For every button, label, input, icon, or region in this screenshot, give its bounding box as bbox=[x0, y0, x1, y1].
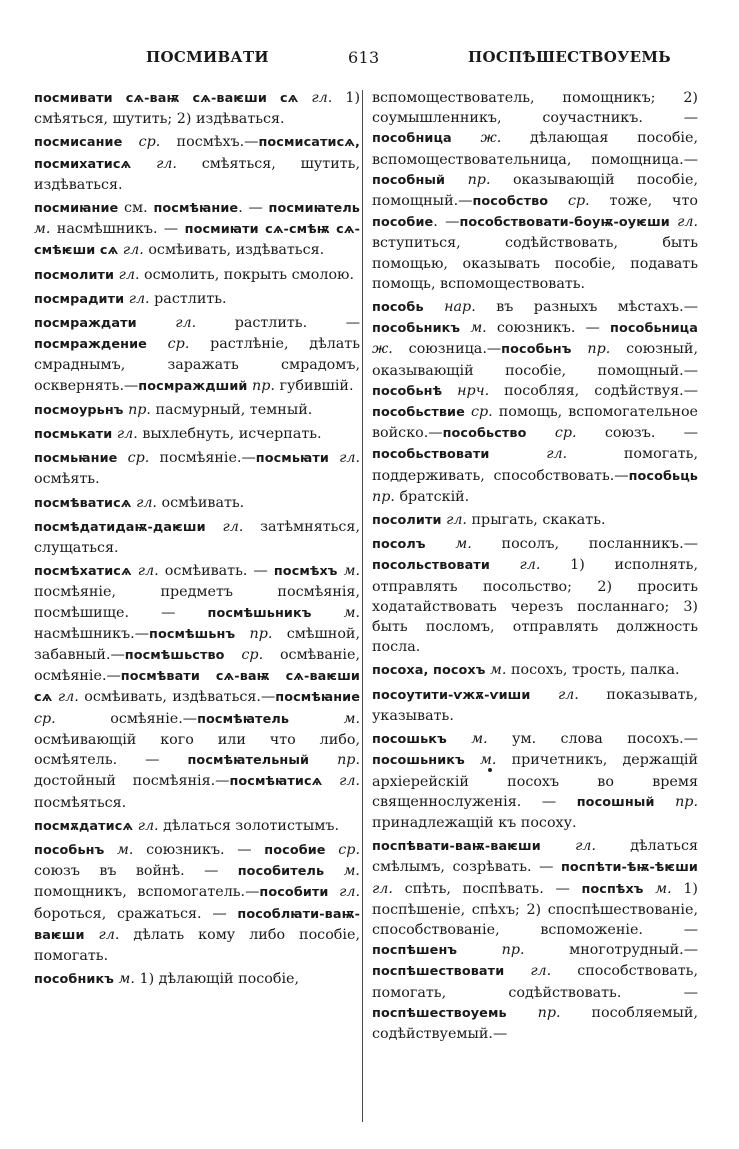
dictionary-entry bbox=[372, 297, 698, 507]
header-right-headword: ПОСПѢШЕСТВОУЕМЬ bbox=[468, 48, 671, 66]
headword: посмраждати bbox=[34, 316, 137, 332]
grammar-label: м. bbox=[425, 536, 472, 553]
headword: пособьствие bbox=[372, 405, 465, 421]
definition-text: въ разныхъ мѣстахъ.— bbox=[475, 299, 698, 316]
definition-text: осмѣивать. bbox=[156, 494, 245, 511]
definition-text: достойный посмѣянія.— bbox=[34, 773, 230, 790]
definition-text: растлѣніе, дѣлать смраднымъ, заражать смрадомъ, осквернять.— bbox=[34, 336, 360, 394]
dictionary-entry bbox=[34, 313, 360, 397]
headword: пособие bbox=[264, 842, 326, 858]
headword: посмѣвати сѧ-ваѭ сѧ-ваѥши сѧ bbox=[34, 669, 360, 706]
grammar-label: гл. bbox=[322, 773, 360, 790]
headword: посолъ bbox=[372, 537, 426, 553]
definition-text: посолъ, посланникъ.— bbox=[471, 536, 698, 553]
dictionary-entry bbox=[34, 289, 360, 310]
grammar-label: м. bbox=[446, 731, 488, 748]
grammar-label: гл. bbox=[84, 926, 120, 943]
headword: посмраждший bbox=[138, 378, 248, 394]
grammar-label: ср. bbox=[325, 841, 360, 858]
column-divider bbox=[362, 90, 363, 1122]
definition-text: 1) исполнять, отправлять посольство; 2) просить ходатайствовать черезъ посланнаго; 3) быть посломъ, отправлять должность посла. bbox=[372, 557, 698, 656]
headword: посмисатисѧ, посмихатисѧ bbox=[34, 135, 360, 172]
definition-text: посмѣяніе.— bbox=[149, 450, 256, 467]
grammar-label: гл. bbox=[504, 963, 552, 980]
headword: пособница bbox=[372, 131, 452, 147]
grammar-label: м. bbox=[311, 604, 360, 621]
grammar-label: м. bbox=[34, 221, 51, 238]
definition-text: смѣяться, шутить, издѣваться. bbox=[34, 155, 360, 193]
headword: пособьнѣ bbox=[372, 383, 443, 399]
headword: посольствовати bbox=[372, 558, 490, 574]
dictionary-entry bbox=[34, 198, 360, 262]
dictionary-entry bbox=[372, 510, 698, 531]
headword: пособьникъ bbox=[372, 321, 461, 337]
definition-text: вступиться, содѣйствовать, быть помощью, оказывать пособіе, подавать помощь, вспомоществовать. bbox=[372, 235, 698, 292]
grammar-label: ср. bbox=[34, 710, 56, 727]
headword: посмолити bbox=[34, 267, 115, 283]
definition-text: посмѣяться. bbox=[34, 794, 127, 811]
definition-text: пособляемый, содѣйствуемый.— bbox=[372, 1004, 698, 1042]
definition-text: 1) смѣяться, шутить; 2) издѣваться. bbox=[34, 90, 361, 128]
dictionary-entry bbox=[372, 660, 698, 681]
definition-text: принадлежащій къ посоху. bbox=[372, 814, 577, 831]
headword: посмѣхъ bbox=[273, 564, 338, 580]
definition-text: осмолить, покрыть смолою. bbox=[139, 266, 355, 283]
headword: посмоурьнъ bbox=[34, 402, 124, 418]
headword: посмькати bbox=[34, 427, 113, 443]
definition-text: ум. слова посохъ.— bbox=[487, 731, 698, 748]
dictionary-entry bbox=[34, 561, 360, 812]
definition-text: см. bbox=[118, 200, 154, 217]
grammar-label: гл. bbox=[441, 512, 467, 529]
definition-text: дѣлать кому либо пособіе, помогать. bbox=[34, 926, 360, 964]
dictionary-entry bbox=[34, 840, 360, 966]
definition-text: союзникъ. — bbox=[133, 841, 265, 858]
headword: пособьнъ bbox=[34, 842, 105, 858]
stray-dot-mark bbox=[488, 768, 492, 772]
definition-text: насмѣшникъ.— bbox=[34, 625, 150, 642]
headword: посмѣшьство bbox=[124, 648, 225, 664]
grammar-label: ж. bbox=[451, 130, 502, 147]
definition-text: союзъ. — bbox=[576, 425, 698, 442]
grammar-label: ср. bbox=[224, 647, 264, 664]
headword: пособь bbox=[372, 300, 424, 316]
definition-text: союзный, оказывающій пособіе, помощный.— bbox=[372, 341, 698, 379]
definition-text: насмѣшникъ. — bbox=[50, 221, 185, 238]
grammar-label: гл. bbox=[372, 880, 393, 897]
grammar-label: гл. bbox=[131, 563, 159, 580]
definition-text: затѣмняться, слущаться. bbox=[34, 518, 360, 557]
grammar-label: нар. bbox=[423, 299, 476, 316]
definition-text: 1) поспѣшеніе, спѣхъ; 2) споспѣшествованіе, способствованіе, вспоможеніе. — bbox=[372, 880, 698, 938]
definition-text: причетникъ, держащій архіерейскій посохъ во время священнослуженія. — bbox=[372, 752, 698, 810]
headword: посмисание bbox=[34, 135, 123, 151]
grammar-label: м. bbox=[289, 710, 360, 727]
grammar-label: м. bbox=[337, 563, 360, 580]
definition-text: дѣлаться смѣлымъ, созрѣвать. — bbox=[372, 838, 698, 876]
headword: посмѣшьникъ bbox=[207, 605, 312, 621]
dictionary-entry bbox=[34, 400, 360, 421]
headword: посмѣшьнъ bbox=[149, 626, 236, 642]
definition-text: осмѣивать. — bbox=[158, 563, 274, 580]
dictionary-entry bbox=[372, 534, 698, 657]
headword: пособьствовати bbox=[372, 447, 490, 463]
dictionary-entry bbox=[372, 836, 698, 1044]
headword: поспѣшенъ bbox=[372, 943, 458, 959]
grammar-label: гл. bbox=[298, 90, 333, 106]
right-column bbox=[372, 88, 698, 1047]
headword: пособьць bbox=[628, 468, 698, 484]
page-header bbox=[36, 48, 704, 72]
grammar-label: ср. bbox=[122, 134, 161, 151]
definition-text: выхлебнуть, исчерпать. bbox=[137, 426, 322, 443]
grammar-label: пр. bbox=[123, 401, 151, 418]
headword: посмѫдатисѧ bbox=[34, 818, 134, 834]
grammar-label: м. bbox=[460, 320, 487, 337]
dictionary-entry bbox=[34, 132, 360, 195]
grammar-label: гл. bbox=[205, 518, 244, 535]
grammar-label: пр. bbox=[506, 1004, 561, 1021]
headword: посмраждение bbox=[34, 337, 147, 353]
headword: посмѣватисѧ bbox=[34, 495, 132, 511]
headword: пособьнъ bbox=[501, 342, 572, 358]
headword: пособлꙗти-ваѭ-ваѥши bbox=[34, 906, 360, 943]
definition-text: союзъ въ войнѣ. — bbox=[34, 863, 238, 880]
definition-text: братскій. bbox=[394, 488, 470, 505]
dictionary-entry bbox=[372, 729, 698, 833]
headword: пособити bbox=[259, 885, 329, 901]
grammar-label: ср. bbox=[526, 425, 577, 442]
dictionary-entry bbox=[34, 969, 360, 990]
headword: пособьство bbox=[442, 426, 527, 442]
definition-text: губившій. bbox=[274, 377, 354, 394]
definition-text: пасмурный, темный. bbox=[150, 401, 313, 418]
definition-text: прыгать, скакать. bbox=[466, 512, 606, 529]
definition-text: бороться, сражаться. — bbox=[34, 905, 238, 922]
grammar-label: пр. bbox=[235, 625, 273, 642]
grammar-label: гл. bbox=[328, 450, 361, 467]
grammar-label: гл. bbox=[52, 689, 79, 706]
headword: посмѣꙗние bbox=[153, 201, 239, 217]
headword: посоха, посохъ bbox=[372, 663, 486, 679]
grammar-label: гл. bbox=[530, 686, 579, 703]
dictionary-entry bbox=[372, 685, 698, 726]
definition-text: осмѣваніе, осмѣяніе.— bbox=[34, 647, 360, 685]
headword: поспѣшествоуемь bbox=[372, 1005, 507, 1021]
grammar-label: гл. bbox=[136, 315, 197, 332]
grammar-label: пр. bbox=[247, 377, 275, 394]
headword: посмѣꙗтисѧ bbox=[229, 774, 323, 790]
grammar-label: гл. bbox=[114, 266, 140, 283]
headword: посошькъ bbox=[372, 732, 447, 748]
grammar-label: м. bbox=[643, 880, 672, 897]
headword: посмиꙗти сѧ-смѣѭ сѧ-смѣѥши сѧ bbox=[34, 222, 360, 259]
headword: пособитель bbox=[237, 864, 325, 880]
grammar-label: пр. bbox=[571, 341, 611, 358]
headword: пособствовати-боуѭ-оуѥши bbox=[459, 215, 670, 231]
headword: посмѣꙗтель bbox=[197, 711, 290, 727]
definition-text: союзница.— bbox=[392, 341, 502, 358]
grammar-label: м. bbox=[464, 752, 497, 769]
headword: поспѣти-ѣѭ-ѣѥши bbox=[560, 860, 698, 876]
definition-text: растлить. — bbox=[196, 315, 361, 332]
dictionary-entry bbox=[34, 424, 360, 445]
definition-text: спѣть, поспѣвать. — bbox=[392, 880, 582, 897]
grammar-label: гл. bbox=[133, 817, 159, 834]
grammar-label: гл. bbox=[131, 494, 157, 511]
headword: посолити bbox=[372, 513, 442, 529]
headword: пособникъ bbox=[34, 972, 114, 988]
definition-text: . — bbox=[238, 200, 269, 217]
grammar-label: нрч. bbox=[442, 382, 490, 399]
grammar-label: ср. bbox=[146, 336, 190, 353]
definition-text: союзникъ. — bbox=[486, 320, 611, 337]
grammar-label: ср. bbox=[548, 193, 590, 210]
dictionary-entry bbox=[372, 88, 698, 294]
grammar-label: гл. bbox=[118, 242, 144, 259]
header-left-headword: ПОСМИВАТИ bbox=[146, 48, 269, 66]
definition-text: смѣшной, забавный.— bbox=[34, 625, 361, 664]
headword: посмрадити bbox=[34, 291, 125, 307]
headword: посмѣдатидаѭ-даѥши bbox=[34, 519, 206, 535]
definition-text: способствовать, помогать, содѣйствовать. — bbox=[372, 963, 699, 1001]
dictionary-entry bbox=[34, 517, 360, 558]
definition-text: помогать, поддерживать, способствовать.— bbox=[372, 446, 698, 484]
headword: посмѣхатисѧ bbox=[34, 564, 132, 580]
grammar-label: гл. bbox=[669, 214, 699, 231]
definition-text: осмѣивающій кого или что либо, осмѣятель. — bbox=[34, 731, 360, 769]
grammar-label: м. bbox=[485, 662, 507, 679]
definition-text: помощь, вспомогательное войско.— bbox=[372, 404, 699, 442]
definition-text: посмѣяніе, предметъ посмѣянія, посмѣшище. — bbox=[34, 584, 360, 621]
grammar-label: ж. bbox=[372, 341, 393, 358]
grammar-label: пр. bbox=[654, 793, 698, 810]
dictionary-entry bbox=[34, 816, 360, 837]
headword: посошьникъ bbox=[372, 753, 465, 769]
headword: пособьница bbox=[610, 321, 698, 337]
grammar-label: пр. bbox=[372, 488, 395, 505]
headword: посмьꙗние bbox=[34, 451, 118, 467]
headword: поспѣшествовати bbox=[372, 964, 505, 980]
definition-text: показывать, указывать. bbox=[372, 686, 698, 724]
definition-text: вспомоществователь, помощникъ; 2) соумышленникъ, соучастникъ. — bbox=[372, 90, 698, 127]
grammar-label: ср. bbox=[464, 404, 493, 421]
definition-text: осмѣяніе.— bbox=[55, 710, 198, 727]
definition-text: растлить. bbox=[149, 290, 227, 307]
page-number: 613 bbox=[348, 48, 380, 67]
grammar-label: м. bbox=[104, 841, 134, 858]
definition-text: осмѣивать, издѣваться.— bbox=[78, 689, 276, 706]
definition-text: 1) дѣлающій пособіе, bbox=[134, 971, 300, 988]
headword: пособный bbox=[372, 172, 446, 188]
definition-text: помощникъ, вспомогатель.— bbox=[34, 884, 260, 901]
definition-text: посохъ, трость, палка. bbox=[506, 662, 680, 679]
definition-text: . — bbox=[433, 214, 460, 231]
grammar-label: гл. bbox=[489, 446, 568, 463]
headword: посоутити-ѵжѫ-ѵиши bbox=[372, 687, 531, 703]
grammar-label: гл. bbox=[489, 557, 541, 574]
dictionary-entry bbox=[34, 493, 360, 514]
definition-text: осмѣивать, издѣваться. bbox=[143, 242, 325, 259]
headword: посмѣꙗтельный bbox=[187, 753, 310, 769]
grammar-label: пр. bbox=[457, 942, 525, 959]
left-column bbox=[34, 88, 360, 993]
definition-text: многотрудный.— bbox=[524, 942, 698, 959]
headword: посмиꙗние bbox=[34, 201, 119, 217]
headword: поспѣвати-ваѭ-ваѥши bbox=[372, 839, 541, 855]
headword: посмѣꙗние bbox=[275, 690, 360, 706]
grammar-label: м. bbox=[324, 863, 360, 880]
grammar-label: м. bbox=[113, 971, 135, 988]
definition-text: дѣлающая пособіе, вспомоществовательница, помощница.— bbox=[372, 130, 699, 168]
grammar-label: гл. bbox=[328, 884, 360, 901]
headword: пособие bbox=[372, 215, 434, 231]
definition-text: посмѣхъ.— bbox=[160, 134, 259, 151]
headword: посмьꙗти bbox=[255, 451, 329, 467]
definition-text: пособляя, содѣйствуя.— bbox=[489, 382, 698, 399]
definition-text: оказывающій пособіе, помощный.— bbox=[372, 171, 698, 210]
headword: пособство bbox=[472, 194, 549, 210]
grammar-label: гл. bbox=[131, 155, 177, 172]
dictionary-entry bbox=[34, 265, 360, 286]
headword: посошный bbox=[576, 794, 655, 810]
definition-text: осмѣять. bbox=[34, 471, 100, 488]
grammar-label: пр. bbox=[445, 171, 491, 188]
headword: посмивати сѧ-ваѭ сѧ-ваѥши сѧ bbox=[34, 91, 299, 106]
headword: посмиꙗтель bbox=[268, 201, 360, 217]
dictionary-entry bbox=[34, 448, 360, 489]
definition-text: тоже, что bbox=[589, 193, 699, 210]
dictionary-entry bbox=[34, 88, 360, 129]
grammar-label: ср. bbox=[117, 450, 150, 467]
grammar-label: гл. bbox=[112, 426, 138, 443]
headword: поспѣхъ bbox=[581, 881, 644, 897]
grammar-label: гл. bbox=[540, 838, 596, 855]
grammar-label: гл. bbox=[124, 290, 150, 307]
definition-text: дѣлаться золотистымъ. bbox=[158, 817, 340, 834]
grammar-label: пр. bbox=[309, 752, 361, 769]
